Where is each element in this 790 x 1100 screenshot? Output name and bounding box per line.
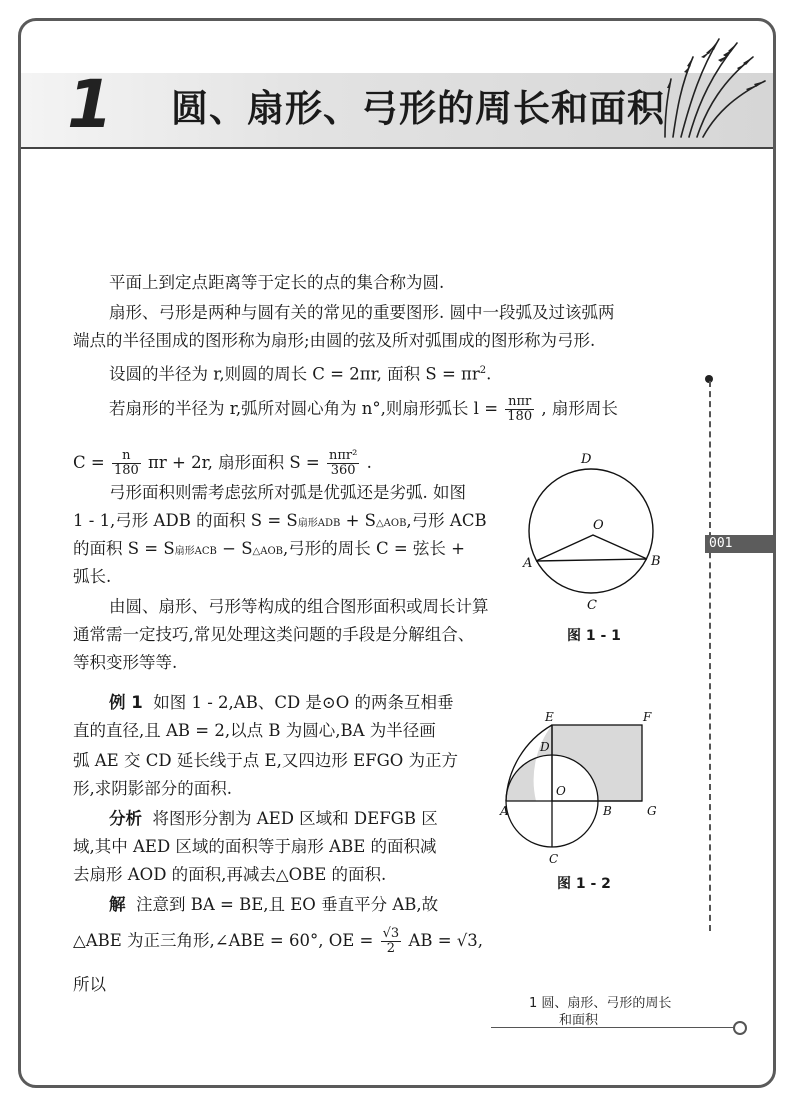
shaded-region-aed bbox=[506, 725, 552, 801]
perimeter-text: C = bbox=[73, 453, 105, 472]
paragraph-combo-c: 等积变形等等. bbox=[73, 653, 178, 672]
label-g: G bbox=[647, 804, 657, 818]
figure-1-2-caption: 图 1 - 2 bbox=[557, 876, 611, 892]
solution-text: 注意到 BA = BE,且 EO 垂直平分 AB,故 bbox=[136, 895, 439, 914]
footer-rule bbox=[491, 1027, 739, 1028]
example-text: 如图 1 - 2,AB、CD 是⊙O 的两条互相垂 bbox=[153, 693, 454, 712]
segment-text: − S bbox=[216, 539, 253, 558]
label-f: F bbox=[643, 710, 652, 724]
solution-text: AB = √3, bbox=[408, 931, 484, 950]
analysis-line-b: 域,其中 AED 区域的面积等于扇形 ABE 的面积减 bbox=[73, 837, 437, 856]
area-text: πr + 2r, 扇形面积 S = bbox=[148, 453, 320, 472]
figure-1-2 bbox=[501, 693, 691, 883]
subscript: △AOB bbox=[375, 518, 407, 529]
analysis-label: 分析 bbox=[109, 809, 142, 828]
subscript: 扇形ADB bbox=[297, 518, 341, 529]
solution-line-b bbox=[73, 927, 483, 956]
label-d: D bbox=[540, 740, 550, 754]
paragraph-sector-arc bbox=[109, 395, 618, 424]
label-o: O bbox=[556, 784, 566, 798]
label-b: B bbox=[603, 804, 612, 818]
area-fraction bbox=[327, 449, 359, 478]
fraction-denominator: 360 bbox=[330, 463, 356, 478]
paragraph-sector-area bbox=[73, 449, 372, 478]
fraction-denominator: 180 bbox=[507, 409, 533, 424]
fraction-numerator: √3 bbox=[382, 926, 400, 941]
label-b: B bbox=[651, 554, 661, 569]
figure-1-1-caption: 图 1 - 1 bbox=[567, 628, 621, 644]
label-c: C bbox=[587, 598, 597, 613]
chapter-number: 1 bbox=[67, 66, 113, 143]
fraction-denominator: 180 bbox=[113, 463, 139, 478]
running-footer bbox=[529, 995, 671, 1029]
paragraph-segment-c bbox=[73, 537, 465, 564]
footer-circle-icon bbox=[733, 1021, 747, 1035]
segment-text: ,弓形的周长 C = 弦长 + bbox=[283, 539, 465, 558]
paragraph-segment-b bbox=[73, 509, 487, 536]
segment-text: 1 - 1,弓形 ADB 的面积 S = S bbox=[73, 511, 298, 530]
label-e: E bbox=[545, 710, 554, 724]
arc-length-fraction bbox=[505, 395, 534, 424]
subscript: 扇形ACB bbox=[174, 546, 217, 557]
solution-line-a bbox=[109, 893, 438, 917]
paragraph-segment-d: 弧长. bbox=[73, 567, 112, 586]
segment-text: + S bbox=[340, 511, 376, 530]
label-a: A bbox=[500, 804, 509, 818]
figure-1-1 bbox=[511, 451, 661, 651]
example-line-b: 直的直径,且 AB = 2,以点 B 为圆心,BA 为半径画 bbox=[73, 721, 436, 740]
analysis-text: 将图形分割为 AED 区域和 DEFGB 区 bbox=[152, 809, 438, 828]
footer-line-2: 和面积 bbox=[559, 1013, 599, 1028]
paragraph-shapes-a: 扇形、弓形是两种与圆有关的常见的重要图形. 圆中一段弧及过该弧两 bbox=[109, 303, 615, 322]
chord-ab bbox=[536, 559, 647, 561]
example-line-d: 形,求阴影部分的面积. bbox=[73, 779, 232, 798]
label-c: C bbox=[549, 852, 559, 866]
chapter-title: 圆、扇形、弓形的周长和面积 bbox=[171, 87, 665, 130]
fraction-numerator: n bbox=[112, 449, 141, 464]
label-d: D bbox=[581, 452, 592, 467]
paragraph-segment-a: 弓形面积则需考虑弦所对弧是优弧还是劣弧. 如图 bbox=[109, 483, 466, 502]
label-a: A bbox=[523, 556, 533, 571]
page-number: 001 bbox=[709, 536, 733, 551]
formula-sup: 2 bbox=[479, 365, 487, 376]
label-o: O bbox=[593, 518, 604, 533]
paragraph-shapes-b: 端点的半径围成的图形称为扇形;由圆的弦及所对弧围成的图形称为弓形. bbox=[73, 331, 596, 350]
sector-radii bbox=[536, 535, 647, 561]
reed-decoration-icon bbox=[641, 29, 771, 139]
paragraph-combo-b: 通常需一定技巧,常见处理这类问题的手段是分解组合、 bbox=[73, 625, 475, 644]
analysis-line-c: 去扇形 AOD 的面积,再减去△OBE 的面积. bbox=[73, 865, 387, 884]
oe-fraction bbox=[381, 927, 402, 956]
example-label: 例 1 bbox=[109, 693, 143, 712]
analysis-line-a bbox=[109, 807, 438, 831]
footer-line-1: 1 圆、扇形、弓形的周长 bbox=[529, 996, 672, 1011]
subscript: △AOB bbox=[252, 546, 283, 557]
circle-outline bbox=[529, 469, 653, 593]
fraction-denominator: 2 bbox=[386, 941, 396, 956]
paragraph-circle-def: 平面上到定点距离等于定长的点的集合称为圆. bbox=[109, 273, 445, 292]
margin-dashed-line bbox=[709, 381, 711, 931]
formula-text: 设圆的半径为 r,则圆的周长 C = 2πr, 面积 S = πr bbox=[109, 364, 480, 384]
fraction-numerator: nπr bbox=[505, 395, 534, 410]
paragraph-circle-formulas bbox=[109, 359, 491, 387]
sector-text: 若扇形的半径为 r,弧所对圆心角为 n°,则扇形弧长 l = bbox=[109, 399, 499, 418]
solution-text: △ABE 为正三角形,∠ABE = 60°, OE = bbox=[73, 931, 374, 950]
area-text-end: . bbox=[366, 453, 372, 472]
sector-text-end: , 扇形周长 bbox=[541, 399, 618, 418]
example-line-c: 弧 AE 交 CD 延长线于点 E,又四边形 EFGO 为正方 bbox=[73, 751, 459, 770]
solution-label: 解 bbox=[109, 895, 126, 914]
formula-end: . bbox=[486, 364, 492, 384]
segment-text: ,弓形 ACB bbox=[406, 511, 487, 530]
banner-divider bbox=[21, 147, 773, 149]
segment-text: 的面积 S = S bbox=[73, 539, 175, 558]
example-line-a bbox=[109, 691, 454, 715]
paragraph-combo-a: 由圆、扇形、弓形等构成的组合图形面积或周长计算 bbox=[109, 597, 489, 616]
perimeter-fraction bbox=[112, 449, 141, 478]
fraction-numerator: nπr² bbox=[329, 448, 358, 463]
page-frame bbox=[18, 18, 776, 1088]
solution-line-c: 所以 bbox=[73, 975, 106, 994]
